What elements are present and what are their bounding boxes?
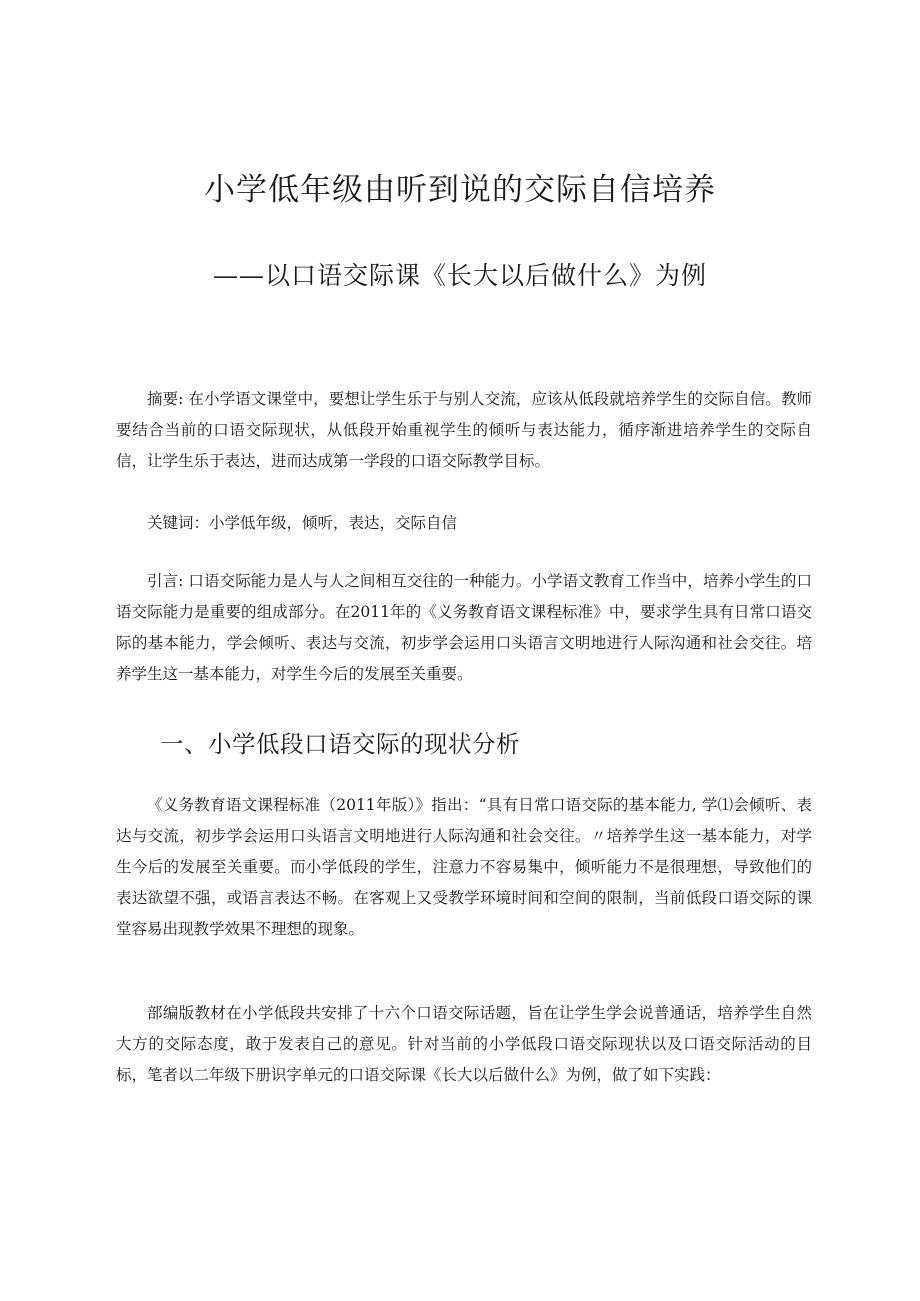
document-title: 小学低年级由听到说的交际自信培养	[204, 172, 716, 208]
keywords-paragraph: 关键词：小学低年级，倾听，表达，交际自信	[147, 514, 458, 532]
intro-paragraph: 引言: 口语交际能力是人与人之间相互交往的一种能力。小学语文教育工作当中，培养小学生的口语交际能力是重要的组成部分。在2011年的《义务教育语文课程标准》中，要求学生具有日常口语交际的基本能力，学会倾听、表达与交流，初步学会运用口头语言文明地进行人际沟通和社会交往。培养学生这一基本能力，对学生今后的发展至关重要。	[116, 572, 812, 683]
abstract-paragraph: 摘要: 在小学语文课堂中，要想让学生乐于与别人交流，应该从低段就培养学生的交际自信。教师要结合当前的口语交际现状，从低段开始重视学生的倾听与表达能力，循序渐进培养学生的交际自信，让学生乐于表达，进而达成第一学段的口语交际教学目标。	[116, 390, 812, 470]
section-heading: 一、小学低段口语交际的现状分析	[160, 730, 520, 758]
document-subtitle: ——以口语交际课《长大以后做什么》为例	[212, 261, 707, 290]
section-paragraph: 部编版教材在小学低段共安排了十六个口语交际话题，旨在让学生学会说普通话，培养学生自然大方的交际态度，敢于发表自己的意见。针对当前的小学低段口语交际现状以及口语交际活动的目标，笔者以二年级下册识字单元的口语交际课《长大以后做什么》为例，做了如下实践：	[116, 1004, 812, 1084]
section-paragraph: 《义务教育语文课程标准（2011年版）》指出：“具有日常口语交际的基本能力, 学⑴会倾听、表达与交流，初步学会运用口头语言文明地进行人际沟通和社会交往。〃培养学生这一基本能力，对学生今后的发展至关重要。而小学低段的学生，注意力不容易集中，倾听能力不是很理想，导致他们的表达欲望不强，或语言表达不畅。在客观上又受教学环境时间和空间的限制，当前低段口语交际的课堂容易出现教学效果不理想的现象。	[116, 796, 812, 938]
